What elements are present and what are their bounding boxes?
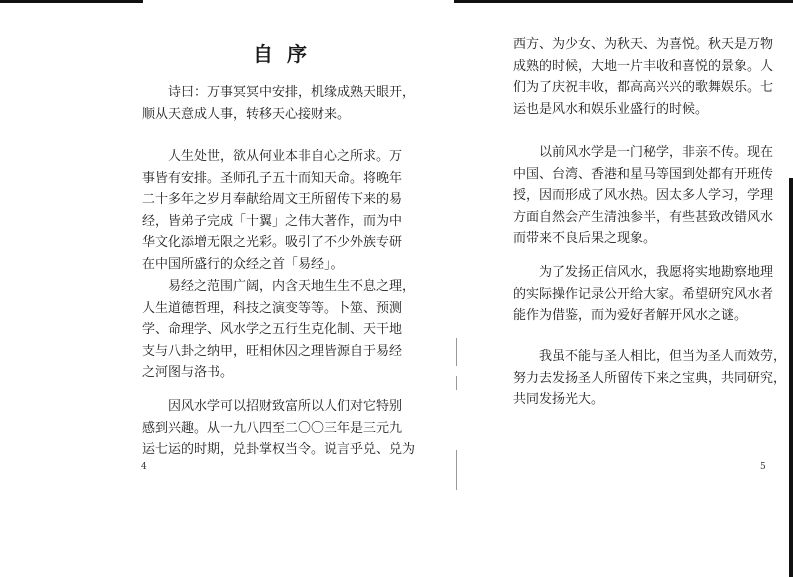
page-number: 4 [141, 462, 147, 472]
paragraph [513, 34, 774, 120]
text-line: 为了发扬正信风水，我愿将实地勘察地理 [539, 265, 774, 280]
page-number: 5 [760, 462, 766, 472]
text-line: 易经之范围广阔，内含天地生生不息之理， [168, 279, 416, 294]
text-line: 人生道德哲理，科技之演变等等。卜筮、预测 [142, 300, 403, 316]
text-line: 经，皆弟子完成「十翼」之伟大著作，而为中 [142, 213, 403, 229]
text-line: 西方、为少女、为秋天、为喜悦。秋天是万物 [513, 37, 774, 52]
text-line: 的实际操作记录公开给大家。希望研究风水者 [513, 286, 774, 302]
text-line: 支与八卦之纳甲，旺相休囚之理皆源自于易经 [142, 343, 403, 359]
paragraph [513, 142, 774, 250]
text-line: 共同发扬光大。 [513, 392, 605, 408]
text-line: 努力去发扬圣人所留传下来之宝典，共同研究， [513, 370, 787, 386]
text-line: 中国、台湾、香港和星马等国到处都有开班传 [513, 166, 774, 182]
text-line: 以前风水学是一门秘学，非亲不传。现在 [539, 145, 774, 160]
gutter-mark [456, 338, 457, 366]
page-title: 自序 [253, 42, 321, 66]
text-line: 感到兴趣。从一九八四至二〇〇三年是三元九 [142, 420, 403, 436]
text-line: 方面自然会产生清浊参半，有些甚致改错风水 [513, 209, 774, 225]
text-line: 人生处世，欲从何业本非自心之所求。万 [168, 149, 403, 164]
scan-top-edge-left [0, 0, 143, 3]
paragraph [142, 82, 418, 125]
text-line: 事皆有安排。圣师孔子五十而知天命。将晚年 [142, 170, 403, 186]
text-line: 们为了庆祝丰收，都高高兴兴的歌舞娱乐。七 [513, 80, 774, 96]
text-line: 在中国所盛行的众经之首「易经」。 [142, 256, 344, 272]
paragraph [142, 276, 418, 384]
scan-right-edge [789, 178, 793, 577]
text-line: 授，因而形成了风水热。因太多人学习，学理 [513, 188, 774, 204]
text-line: 运七运的时期，兑卦掌权当令。说言乎兑、兑为 [142, 442, 416, 458]
text-line: 能作为借鉴，而为爱好者解开风水之谜。 [513, 308, 748, 324]
text-line: 成熟的时候，大地一片丰收和喜悦的景象。人 [513, 58, 774, 74]
text-line: 学、命理学、风水学之五行生克化制、天干地 [142, 322, 403, 338]
text-line: 顺从天意成人事，转移天心接财来。 [142, 106, 351, 122]
text-line: 因风水学可以招财致富所以人们对它特别 [168, 399, 403, 414]
paragraph [142, 146, 418, 276]
text-line: 华文化添增无限之光彩。吸引了不少外族专研 [142, 235, 403, 251]
text-line: 二十多年之岁月奉献给周文王所留传下来的易 [142, 192, 403, 208]
text-line: 诗曰：万事冥冥中安排，机缘成熟天眼开， [168, 85, 416, 100]
gutter-mark [456, 376, 457, 390]
text-line: 之河图与洛书。 [142, 365, 234, 381]
text-line: 我虽不能与圣人相比，但当为圣人而效劳， [539, 349, 787, 364]
scan-top-edge-right [454, 0, 793, 3]
paragraph [142, 396, 418, 461]
paragraph [513, 262, 774, 327]
gutter-mark [456, 450, 457, 490]
text-line: 运也是风水和娱乐业盛行的时候。 [513, 101, 709, 117]
paragraph [513, 346, 787, 411]
text-line: 而带来不良后果之现象。 [513, 231, 657, 247]
